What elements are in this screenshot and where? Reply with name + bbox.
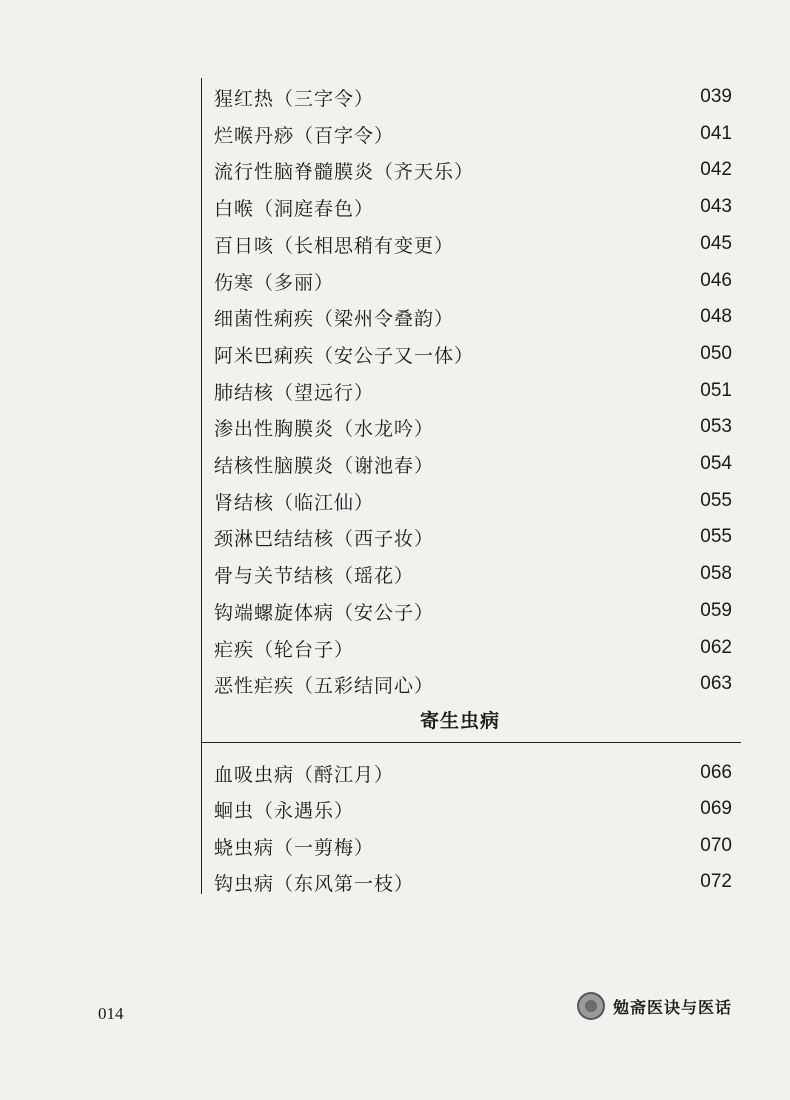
toc-entry[interactable] — [214, 758, 732, 788]
toc-entry[interactable] — [214, 412, 732, 442]
left-vertical-rule — [201, 78, 202, 894]
toc-entry[interactable] — [214, 155, 732, 185]
toc-entry-title: 颈淋巴结结核（西子妆） — [214, 527, 435, 550]
toc-entry[interactable] — [214, 794, 732, 824]
toc-entry-page: 051 — [700, 380, 732, 401]
toc-entry[interactable] — [214, 302, 732, 332]
page-number: 014 — [98, 1004, 124, 1023]
toc-entry-title: 渗出性胸膜炎（水龙吟） — [214, 417, 435, 440]
toc-entry[interactable] — [214, 339, 732, 369]
toc-entry-title: 结核性脑膜炎（谢池春） — [214, 454, 435, 477]
toc-entry-title: 肾结核（临江仙） — [214, 491, 375, 514]
toc-entry-page: 063 — [700, 673, 732, 694]
toc-entry-title: 蛲虫病（一剪梅） — [214, 836, 375, 859]
toc-entry-page: 055 — [700, 526, 732, 547]
toc-entry-title: 伤寒（多丽） — [214, 271, 335, 294]
toc-entry-page: 045 — [700, 233, 732, 254]
toc-entry[interactable] — [214, 831, 732, 861]
toc-entry-page: 055 — [700, 490, 732, 511]
toc-entry-title: 流行性脑脊髓膜炎（齐天乐） — [214, 160, 475, 183]
toc-entry-title: 细菌性痢疾（梁州令叠韵） — [214, 307, 455, 330]
toc-entry-title: 猩红热（三字令） — [214, 87, 375, 110]
toc-entry-title: 阿米巴痢疾（安公子又一体） — [214, 344, 475, 367]
toc-entry-page: 041 — [700, 123, 732, 144]
toc-entry[interactable] — [214, 449, 732, 479]
toc-entry-page: 062 — [700, 637, 732, 658]
toc-entry[interactable] — [214, 669, 732, 699]
toc-entry-page: 048 — [700, 306, 732, 327]
toc-entry-page: 054 — [700, 453, 732, 474]
toc-entry-title: 恶性疟疾（五彩结同心） — [214, 674, 435, 697]
toc-entry-title: 蛔虫（永遇乐） — [214, 799, 355, 822]
toc-entry-title: 血吸虫病（酹江月） — [214, 763, 395, 786]
toc-entry-page: 072 — [700, 871, 732, 892]
toc-entry[interactable] — [214, 192, 732, 222]
toc-entry[interactable] — [214, 486, 732, 516]
toc-entry[interactable] — [214, 596, 732, 626]
toc-entry[interactable] — [214, 376, 732, 406]
toc-entry-title: 白喉（洞庭春色） — [214, 197, 375, 220]
toc-entry-page: 069 — [700, 798, 732, 819]
brand-title: 勉斋医诀与医话 — [613, 997, 733, 1017]
section-divider-rule — [201, 742, 741, 743]
toc-entry-page: 059 — [700, 600, 732, 621]
toc-entry-page: 058 — [700, 563, 732, 584]
toc-entry-page: 043 — [700, 196, 732, 217]
toc-entry-page: 050 — [700, 343, 732, 364]
toc-entry-page: 042 — [700, 159, 732, 180]
toc-entry-page: 053 — [700, 416, 732, 437]
toc-entry[interactable] — [214, 82, 732, 112]
toc-entry[interactable] — [214, 229, 732, 259]
toc-entry-page: 066 — [700, 762, 732, 783]
toc-entry[interactable] — [214, 119, 732, 149]
toc-entry-title: 肺结核（望远行） — [214, 381, 375, 404]
section-title: 寄生虫病 — [420, 710, 501, 732]
toc-entry[interactable] — [214, 522, 732, 552]
toc-entry-page: 039 — [700, 86, 732, 107]
toc-entry-title: 疟疾（轮台子） — [214, 638, 355, 661]
toc-entry-page: 046 — [700, 270, 732, 291]
toc-entry-title: 钩端螺旋体病（安公子） — [214, 601, 435, 624]
toc-entry[interactable] — [214, 559, 732, 589]
toc-entry[interactable] — [214, 867, 732, 897]
toc-entry-title: 烂喉丹痧（百字令） — [214, 124, 395, 147]
toc-entry[interactable] — [214, 266, 732, 296]
toc-entry-page: 070 — [700, 835, 732, 856]
footer-brand — [577, 990, 732, 1022]
toc-entry-title: 骨与关节结核（瑶花） — [214, 564, 415, 587]
toc-entry[interactable] — [214, 633, 732, 663]
toc-entry-title: 钩虫病（东风第一枝） — [214, 872, 415, 895]
book-seal-icon — [577, 992, 605, 1020]
toc-entry-title: 百日咳（长相思稍有变更） — [214, 234, 455, 257]
